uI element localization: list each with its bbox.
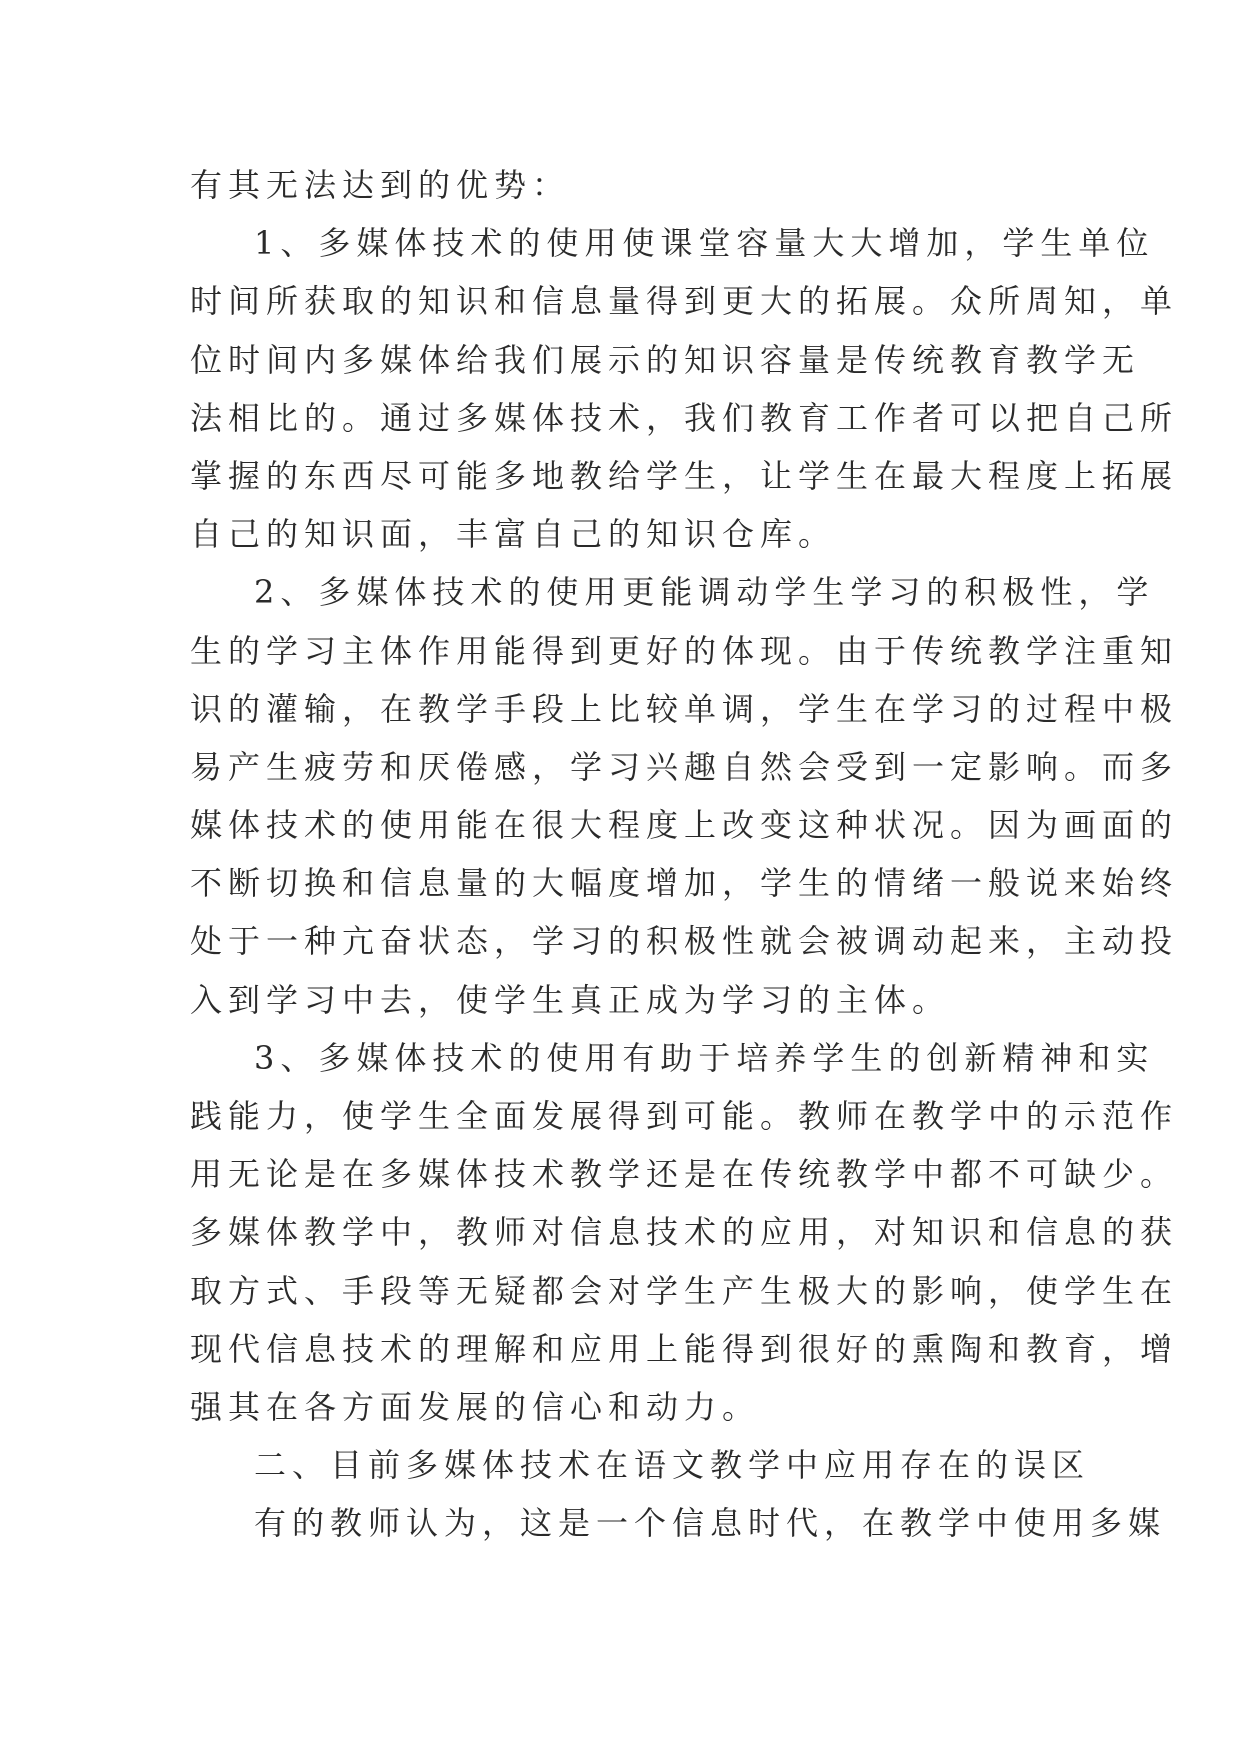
text-line: 时间所获取的知识和信息量得到更大的拓展。众所周知，单 bbox=[190, 282, 1179, 321]
text-line: 强其在各方面发展的信心和动力。 bbox=[190, 1387, 761, 1426]
paragraph-first-line: 2、多媒体技术的使用更能调动学生学习的积极性，学 bbox=[254, 573, 1155, 612]
paragraph-first-line: 1、多媒体技术的使用使课堂容量大大增加，学生单位 bbox=[254, 224, 1155, 263]
text-line: 用无论是在多媒体技术教学还是在传统教学中都不可缺少。 bbox=[190, 1155, 1179, 1194]
text-line: 识的灌输，在教学手段上比较单调，学生在学习的过程中极 bbox=[190, 689, 1179, 728]
paragraph-first-line: 有的教师认为，这是一个信息时代，在教学中使用多媒 bbox=[254, 1504, 1167, 1543]
paragraph-first-line: 3、多媒体技术的使用有助于培养学生的创新精神和实 bbox=[254, 1038, 1155, 1077]
text-line: 处于一种亢奋状态，学习的积极性就会被调动起来，主动投 bbox=[190, 922, 1179, 961]
text-line: 不断切换和信息量的大幅度增加，学生的情绪一般说来始终 bbox=[190, 864, 1179, 903]
text-line: 有其无法达到的优势： bbox=[190, 166, 571, 204]
text-line: 取方式、手段等无疑都会对学生产生极大的影响，使学生在 bbox=[190, 1271, 1179, 1310]
text-line: 多媒体教学中，教师对信息技术的应用，对知识和信息的获 bbox=[190, 1213, 1179, 1252]
paragraph-first-line: 二、目前多媒体技术在语文教学中应用存在的误区 bbox=[254, 1446, 1091, 1485]
text-line: 法相比的。通过多媒体技术，我们教育工作者可以把自己所 bbox=[190, 398, 1179, 437]
text-line: 位时间内多媒体给我们展示的知识容量是传统教育教学无 bbox=[190, 340, 1141, 379]
text-line: 生的学习主体作用能得到更好的体现。由于传统教学注重知 bbox=[190, 631, 1179, 670]
text-line: 媒体技术的使用能在很大程度上改变这种状况。因为画面的 bbox=[190, 806, 1179, 845]
text-line: 自己的知识面，丰富自己的知识仓库。 bbox=[190, 515, 837, 554]
text-line: 易产生疲劳和厌倦感，学习兴趣自然会受到一定影响。而多 bbox=[190, 747, 1179, 786]
text-line: 掌握的东西尽可能多地教给学生，让学生在最大程度上拓展 bbox=[190, 456, 1179, 495]
text-line: 践能力，使学生全面发展得到可能。教师在教学中的示范作 bbox=[190, 1097, 1179, 1135]
text-line: 现代信息技术的理解和应用上能得到很好的熏陶和教育，增 bbox=[190, 1329, 1179, 1368]
body-text bbox=[190, 156, 1179, 1553]
text-line: 入到学习中去，使学生真正成为学习的主体。 bbox=[190, 980, 951, 1019]
